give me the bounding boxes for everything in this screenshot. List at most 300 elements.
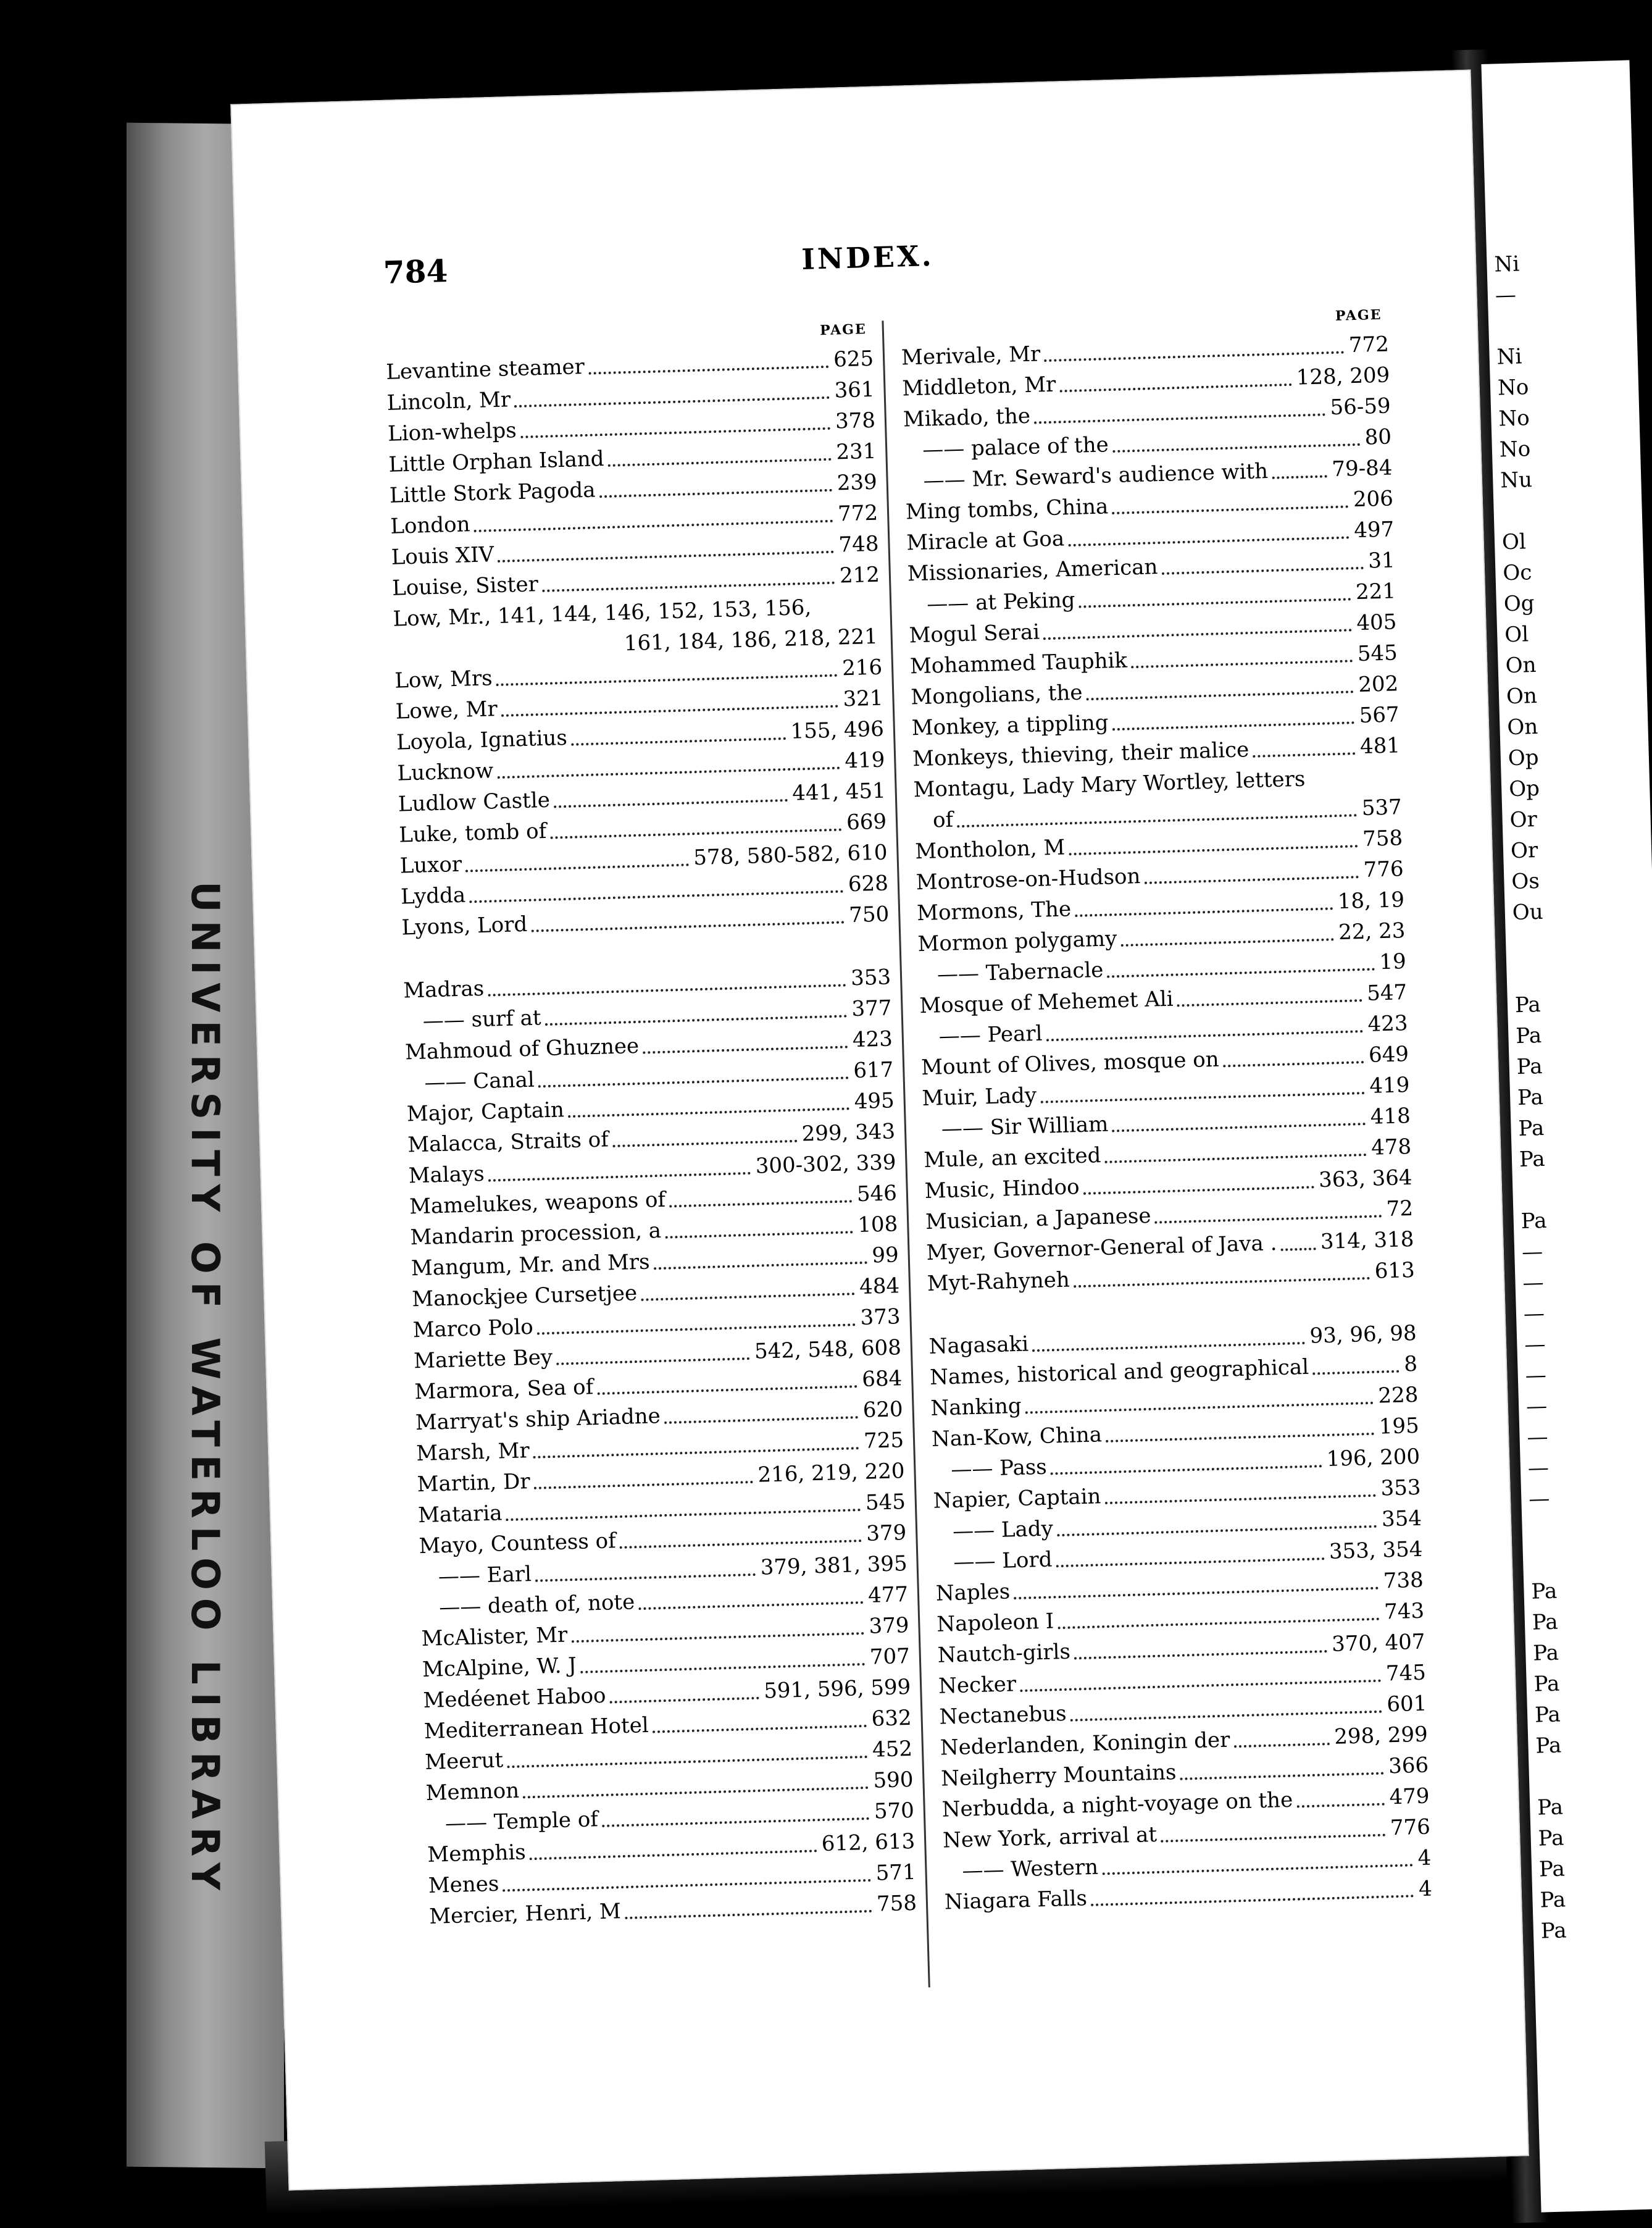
dot-leader — [608, 458, 832, 467]
facing-page-fragment — [1530, 1544, 1562, 1576]
entry-pages: 418 — [1370, 1103, 1411, 1129]
entry-pages: 18, 19 — [1337, 887, 1405, 915]
entry-pages: 547 — [1366, 980, 1408, 1006]
entry-term: Montagu, Lady Mary Wortley, letters — [913, 766, 1306, 803]
facing-page-fragment: — — [1527, 1455, 1550, 1481]
entry-pages: 216 — [841, 655, 883, 681]
facing-page-fragment: Pa — [1531, 1578, 1558, 1604]
dot-leader — [1032, 1342, 1305, 1352]
entry-term: Mormons, The — [916, 897, 1072, 926]
facing-page-fragment: No — [1497, 375, 1529, 401]
dot-leader — [1223, 1061, 1364, 1067]
entry-term: Malays — [408, 1161, 485, 1189]
facing-page-fragment: No — [1498, 406, 1530, 432]
dot-leader — [1057, 1525, 1377, 1536]
entry-pages: 481 — [1359, 733, 1401, 760]
dot-leader — [554, 799, 788, 808]
entry-pages: 99 — [871, 1242, 899, 1268]
entry-term: Nectanebus — [939, 1701, 1067, 1730]
dot-leader — [538, 1076, 849, 1087]
dot-leader — [599, 489, 832, 498]
dot-leader — [653, 1725, 867, 1733]
dot-leader — [498, 551, 834, 563]
entry-term: Mediterranean Hotel — [423, 1712, 649, 1744]
dot-leader — [568, 1107, 849, 1118]
entry-term: Mayo, Countess of — [418, 1528, 617, 1559]
entry-pages: 212 — [839, 562, 880, 588]
dot-leader — [669, 1200, 852, 1207]
entry-pages: 239 — [836, 469, 878, 496]
dot-leader — [1087, 690, 1354, 700]
entry-pages: 379 — [868, 1612, 909, 1639]
entry-pages: 772 — [837, 500, 878, 527]
dot-leader — [625, 1910, 872, 1919]
facing-page-fragment — [1501, 495, 1533, 527]
entry-term: Nagasaki — [928, 1331, 1029, 1359]
entry-pages: 31 — [1367, 548, 1396, 574]
dot-leader — [1046, 1030, 1363, 1041]
facing-page-fragment: — — [1523, 1300, 1545, 1326]
facing-page-fragment: Pa — [1538, 1856, 1566, 1882]
entry-term: Marmora, Sea of — [414, 1375, 594, 1405]
column-label: PAGE — [1335, 306, 1382, 324]
dot-leader — [1105, 1494, 1376, 1504]
dot-leader — [1272, 475, 1327, 479]
dot-leader — [537, 1323, 856, 1334]
entry-term: Manockjee Cursetjee — [411, 1281, 638, 1312]
entry-term: Mercier, Henri, M — [428, 1899, 622, 1929]
facing-page-fragment: Pa — [1537, 1795, 1564, 1820]
dot-leader — [507, 1756, 867, 1768]
dot-leader — [533, 1447, 859, 1459]
facing-page-fragment: On — [1505, 652, 1537, 679]
entry-pages: 419 — [844, 747, 885, 774]
dot-leader — [1162, 567, 1364, 575]
dot-leader — [488, 1172, 751, 1182]
dot-leader — [1060, 383, 1292, 392]
entry-term: Music, Hindoo — [924, 1175, 1080, 1204]
entry-term: Monkeys, thieving, their malice — [912, 737, 1249, 772]
dot-leader — [664, 1416, 858, 1424]
entry-term: Merivale, Mr — [901, 341, 1041, 371]
entry-term: Mongolians, the — [910, 680, 1083, 710]
facing-page-fragment: On — [1506, 683, 1538, 710]
entry-term: Myer, Governor-General of Java . — [926, 1231, 1277, 1265]
facing-page-fragment: — — [1522, 1270, 1545, 1296]
dot-leader — [1112, 721, 1354, 731]
entry-term: —— Tabernacle — [937, 955, 1108, 990]
entry-term: Major, Captain — [406, 1097, 565, 1127]
entry-term: of — [932, 807, 954, 833]
dot-leader — [1112, 443, 1360, 453]
page-header — [235, 224, 1476, 308]
dot-leader — [1025, 1402, 1374, 1414]
entry-term: Nerbudda, a night-voyage on the — [941, 1787, 1293, 1822]
dot-leader — [641, 1292, 854, 1301]
entry-term: Ming tombs, China — [905, 494, 1109, 525]
dot-leader — [550, 829, 841, 839]
dot-leader — [506, 1509, 861, 1521]
entry-pages: 591, 596, 599 — [763, 1674, 911, 1704]
entry-term: Nederlanden, Koningin der — [940, 1727, 1230, 1761]
dot-leader — [1074, 1650, 1327, 1659]
entry-term: Louise, Sister — [391, 572, 539, 601]
dot-leader — [514, 396, 830, 408]
dot-leader — [1079, 598, 1351, 608]
entry-term: Missionaries, American — [907, 555, 1158, 587]
facing-page-fragment: Pa — [1521, 1208, 1547, 1234]
dot-leader — [1020, 1680, 1381, 1692]
dot-leader — [545, 1015, 847, 1026]
dot-leader — [497, 767, 840, 779]
entry-pages: 108 — [857, 1212, 898, 1238]
entry-pages: 567 — [1359, 702, 1400, 729]
entry-term: Mogul Serai — [909, 619, 1040, 648]
dot-leader — [1131, 660, 1353, 668]
entry-term: Mule, an excited — [923, 1143, 1101, 1173]
entry-term: —— Lady — [952, 1513, 1057, 1547]
entry-pages: 546 — [856, 1181, 898, 1207]
dot-leader — [1074, 1277, 1370, 1288]
entry-pages: 299, 343 — [801, 1119, 896, 1147]
index-column-left — [385, 321, 917, 1932]
dot-leader — [610, 1697, 759, 1704]
facing-page-fragment: Op — [1508, 745, 1540, 771]
dot-leader — [620, 1539, 862, 1549]
entry-pages: 128, 209 — [1296, 362, 1390, 390]
entry-pages: 537 — [1361, 795, 1403, 821]
entry-term: Lincoln, Mr — [386, 387, 511, 416]
entry-term: Mandarin procession, a — [410, 1218, 662, 1250]
facing-page-fragment: Pa — [1519, 1146, 1546, 1172]
dot-leader — [1161, 1834, 1385, 1843]
dot-leader — [1070, 1711, 1382, 1722]
dot-leader — [638, 1601, 863, 1610]
entry-term: Middleton, Mr — [901, 372, 1056, 401]
entry-term: Little Orphan Island — [388, 446, 605, 477]
entry-term: Napier, Captain — [933, 1484, 1101, 1514]
entry-term: —— palace of the — [922, 429, 1113, 466]
entry-term: —— Mr. Seward's audience with — [923, 456, 1272, 496]
entry-term: Low, Mrs — [394, 666, 493, 693]
facing-page-fragment: — — [1525, 1393, 1548, 1419]
entry-term: Louis XIV — [391, 542, 494, 570]
entry-term: Mariette Bey — [413, 1344, 553, 1374]
entry-pages: 4 — [1418, 1876, 1433, 1902]
entry-pages: 79-84 — [1331, 455, 1393, 482]
entry-pages: 72 — [1386, 1196, 1414, 1222]
facing-page-fragment: Pa — [1532, 1609, 1559, 1635]
index-entries-right — [901, 329, 1432, 1917]
entry-pages: 649 — [1368, 1042, 1409, 1068]
dot-leader — [665, 1231, 853, 1239]
entry-pages: 738 — [1383, 1567, 1424, 1594]
dot-leader — [571, 1632, 864, 1643]
entry-pages: 405 — [1356, 609, 1397, 636]
entry-term: Lucknow — [397, 758, 494, 786]
dot-leader — [815, 614, 875, 616]
facing-page-fragment: Pa — [1540, 1918, 1567, 1944]
facing-page-fragment: Os — [1511, 868, 1540, 895]
entry-pages: 612, 613 — [821, 1828, 916, 1857]
entry-pages: 776 — [1363, 856, 1404, 882]
facing-page-fragment: Oc — [1502, 560, 1532, 586]
entry-term: Montholon, M — [914, 835, 1066, 865]
facing-page-fragment: Ol — [1504, 622, 1529, 648]
entry-pages: 571 — [875, 1859, 917, 1886]
entry-term: McAlpine, W. J — [422, 1653, 577, 1683]
entry-pages: 758 — [876, 1890, 917, 1917]
entry-term: Mataria — [417, 1501, 503, 1528]
entry-pages: 441, 451 — [791, 778, 886, 806]
dot-leader — [597, 1385, 857, 1395]
entry-pages: 298, 299 — [1333, 1722, 1429, 1749]
facing-page-fragment: Op — [1508, 776, 1540, 802]
facing-page-fragment: Nu — [1500, 467, 1533, 493]
dot-leader — [1155, 1215, 1382, 1223]
dot-leader — [1043, 629, 1352, 640]
dot-leader — [496, 674, 838, 686]
entry-term: Napoleon I — [936, 1609, 1054, 1637]
entry-term: Levantine steamer — [385, 354, 585, 385]
entry-term: London — [390, 512, 470, 539]
entry-pages: 758 — [1362, 826, 1403, 852]
entry-term: McAlister, Mr — [421, 1622, 568, 1652]
entry-term: Little Stork Pagoda — [389, 477, 596, 508]
dot-leader — [571, 737, 786, 746]
entry-pages: 80 — [1364, 424, 1392, 450]
entry-term: Mamelukes, weapons of — [409, 1187, 666, 1220]
entry-term: Miracle at Goa — [906, 526, 1065, 556]
index-column-right — [900, 306, 1432, 1917]
facing-page-fragment: Pa — [1518, 1115, 1545, 1142]
facing-page-fragment: Or — [1510, 837, 1538, 864]
facing-page-fragment — [1520, 1175, 1553, 1206]
entry-pages: 195 — [1379, 1413, 1420, 1439]
entry-pages: 590 — [872, 1767, 914, 1793]
facing-page-fragment — [1536, 1761, 1569, 1792]
entry-pages: 745 — [1385, 1660, 1427, 1686]
entry-pages: 353, 354 — [1329, 1536, 1423, 1564]
dot-leader — [1112, 505, 1349, 514]
facing-page-fragment: Pa — [1514, 992, 1541, 1018]
entry-term: Medéenet Haboo — [422, 1683, 607, 1714]
entry-term: Marryat's ship Ariadne — [415, 1404, 661, 1436]
entry-pages: 354 — [1381, 1506, 1422, 1532]
facing-page-fragment: Pa — [1534, 1702, 1561, 1728]
entry-pages: 353 — [1380, 1475, 1422, 1501]
entry-pages: 366 — [1388, 1753, 1429, 1779]
entry-pages: 620 — [862, 1397, 904, 1423]
entry-pages: 231 — [835, 438, 877, 465]
entry-term: Lydda — [400, 882, 466, 910]
entry-pages: 423 — [1367, 1011, 1409, 1037]
dot-leader — [1091, 1895, 1414, 1906]
entry-term: Ludlow Castle — [398, 787, 551, 817]
entry-pages: 379 — [866, 1520, 907, 1546]
entry-pages: 669 — [846, 809, 887, 836]
dot-leader — [1051, 1465, 1322, 1475]
entry-pages: 545 — [865, 1489, 906, 1515]
dot-leader — [1106, 1433, 1374, 1443]
entry-pages: 22, 23 — [1338, 918, 1406, 945]
facing-page-fragment: — — [1527, 1424, 1549, 1450]
facing-page-fragment: Og — [1503, 590, 1535, 617]
dot-leader — [1105, 1154, 1367, 1163]
entry-pages: 477 — [867, 1582, 909, 1608]
entry-pages: 479 — [1389, 1783, 1430, 1810]
entry-pages: 378 — [835, 408, 876, 434]
entry-pages: 221 — [1355, 579, 1396, 605]
entry-pages: 772 — [1348, 332, 1390, 358]
entry-pages: 419 — [1369, 1073, 1410, 1099]
entry-term: —— surf at — [422, 1002, 545, 1037]
entry-pages: 601 — [1386, 1691, 1427, 1717]
entry-pages: 725 — [863, 1428, 904, 1454]
facing-page-fragment: Pa — [1538, 1825, 1564, 1851]
entry-term: Mahmoud of Ghuznee — [404, 1033, 640, 1065]
dot-leader — [523, 1786, 869, 1799]
entry-term: Marco Polo — [412, 1314, 534, 1343]
dot-leader — [1177, 999, 1362, 1007]
facing-page-fragment: — — [1528, 1486, 1550, 1512]
entry-term: Niagara Falls — [944, 1886, 1088, 1915]
dot-leader — [1112, 1123, 1366, 1132]
entry-term: Luke, tomb of — [398, 818, 547, 848]
entry-term: Montrose-on-Hudson — [916, 864, 1141, 895]
entry-term: Neilgherry Mountains — [940, 1760, 1177, 1791]
entry-term: Luxor — [399, 852, 462, 879]
dot-leader — [501, 705, 838, 717]
facing-page-fragment: Ol — [1501, 529, 1527, 555]
entry-pages: 495 — [854, 1088, 895, 1115]
entry-pages: 750 — [848, 902, 890, 928]
entry-term: Lowe, Mr — [395, 697, 498, 724]
dot-leader — [535, 1573, 756, 1582]
entry-term: —— at Peking — [927, 585, 1079, 620]
dot-leader — [1121, 938, 1334, 947]
dot-leader — [612, 1140, 797, 1147]
entry-term: —— Temple of — [444, 1804, 602, 1839]
entry-pages: 632 — [871, 1705, 912, 1732]
entry-term: —— Canal — [424, 1064, 538, 1098]
entry-pages: 377 — [851, 995, 893, 1022]
page-number: 784 — [383, 253, 449, 291]
dot-leader — [1312, 1370, 1399, 1375]
dot-leader — [1056, 1557, 1325, 1567]
entry-pages: 545 — [1357, 640, 1398, 667]
dot-leader — [542, 582, 835, 592]
dot-leader — [1102, 1864, 1413, 1875]
index-entries-left — [386, 343, 917, 1932]
entry-pages: 542, 548, 608 — [754, 1335, 902, 1364]
entry-pages: 484 — [859, 1273, 900, 1300]
entry-pages: 228 — [1377, 1382, 1419, 1409]
dot-leader — [556, 1357, 749, 1365]
dot-leader — [643, 1045, 848, 1053]
dot-leader — [602, 1817, 869, 1827]
dot-leader — [530, 1849, 817, 1860]
entry-pages: 93, 96, 98 — [1309, 1320, 1417, 1349]
dot-leader — [534, 1481, 753, 1489]
entry-term: Menes — [428, 1871, 499, 1898]
entry-term: —— Pass — [951, 1451, 1051, 1485]
facing-page-fragment — [1513, 928, 1546, 959]
entry-pages: 206 — [1353, 486, 1394, 513]
entry-pages: 202 — [1358, 671, 1399, 698]
entry-term: Nautch-girls — [937, 1639, 1071, 1668]
dot-leader — [1083, 1186, 1314, 1194]
facing-page-fragment — [1529, 1514, 1562, 1545]
entry-term: Necker — [938, 1672, 1017, 1699]
entry-term: —— death of, note — [439, 1586, 639, 1623]
entry-term: Lion-whelps — [387, 417, 517, 446]
dot-leader — [1044, 351, 1344, 362]
entry-term: Nanking — [930, 1393, 1022, 1421]
dot-leader — [488, 984, 846, 996]
dot-leader — [1296, 1803, 1385, 1808]
entry-term: Nan-Kow, China — [931, 1422, 1103, 1452]
entry-pages: 361 — [834, 377, 875, 403]
entry-pages: 370, 407 — [1331, 1629, 1426, 1657]
entry-term: Marsh, Mr — [415, 1438, 530, 1467]
entry-pages: 707 — [869, 1643, 911, 1670]
entry-term: —— Pearl — [938, 1018, 1046, 1052]
facing-page-fragment: Pa — [1533, 1671, 1560, 1697]
entry-term: Muir, Lady — [922, 1083, 1037, 1112]
dot-leader — [580, 1663, 865, 1673]
entry-pages: 776 — [1390, 1814, 1431, 1841]
facing-page-fragment: Ou — [1512, 899, 1544, 926]
facing-page-fragment: — — [1525, 1362, 1547, 1388]
facing-page-fragment: Pa — [1539, 1887, 1566, 1913]
entry-pages: 379, 381, 395 — [760, 1551, 908, 1580]
entry-pages: 314, 318 — [1320, 1226, 1414, 1255]
page-title: INDEX. — [801, 239, 935, 276]
entry-term: Mikado, the — [903, 403, 1031, 432]
facing-page-fragment: — — [1495, 282, 1517, 308]
entry-term: Martin, Dr — [417, 1469, 531, 1497]
facing-page-fragment: On — [1506, 714, 1538, 740]
entry-term: —— Lord — [953, 1544, 1056, 1578]
entry-pages: 4 — [1417, 1845, 1432, 1871]
entry-pages: 373 — [860, 1304, 901, 1330]
entry-term: Mohammed Tauphik — [909, 648, 1128, 679]
dot-leader — [1075, 907, 1333, 917]
entry-pages: 478 — [1370, 1134, 1412, 1160]
entry-term: Mosque of Mehemet Ali — [919, 986, 1174, 1019]
dot-leader — [1068, 536, 1349, 547]
entry-term: 161, 184, 186, 218, 221 — [624, 624, 878, 656]
facing-page-fragment: Or — [1509, 806, 1538, 833]
entry-pages: 684 — [861, 1366, 903, 1392]
entry-pages: 216, 219, 220 — [757, 1459, 905, 1488]
entry-pages: 19 — [1379, 949, 1407, 975]
entry-pages: 570 — [874, 1798, 915, 1824]
entry-term: Naples — [935, 1579, 1011, 1606]
dot-leader — [1281, 1247, 1316, 1251]
entry-term: Memnon — [425, 1778, 520, 1806]
entry-term: Lyons, Lord — [401, 911, 528, 940]
column-label: PAGE — [819, 321, 867, 339]
entry-pages: 423 — [852, 1026, 893, 1053]
facing-page-fragment: Pa — [1517, 1084, 1544, 1111]
entry-term: Madras — [403, 976, 485, 1003]
entry-term: Meerut — [424, 1748, 504, 1775]
entry-pages: 743 — [1383, 1598, 1425, 1625]
entry-pages: 748 — [838, 531, 880, 558]
entry-pages: 321 — [843, 685, 884, 712]
